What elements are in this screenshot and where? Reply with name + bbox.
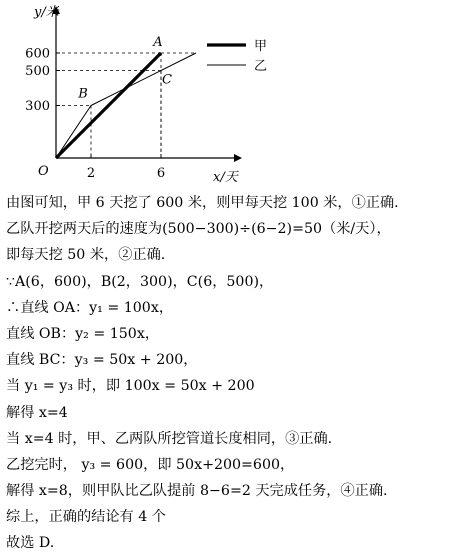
x-tick-2: 2 [86,166,96,181]
solution-line-4: ∵A(6，600)，B(2，300)，C(6，500)， [6,273,274,290]
legend [207,39,267,74]
point-label-A: A [153,35,163,50]
y-tick-600: 600 [25,46,50,62]
solution-line-11: 乙挖完时， y₃ = 600，即 50x+200=600， [6,456,295,473]
solution-line-2: 乙队开挖两天后的速度为(500−300)÷(6−2)=50（米/天）， [6,221,391,238]
solution-line-9: 解得 x=4 [6,404,68,421]
legend-label-乙: 乙 [254,59,268,74]
solution-line-1: 由图可知，甲 6 天挖了 600 米，则甲每天挖 100 米，①正确. [6,195,399,211]
solution-line-5: ∴直线 OA：y₁ = 100x， [6,299,174,316]
legend-label-甲: 甲 [254,39,268,54]
solution-text [6,190,464,557]
series-line-甲 [56,53,161,158]
origin-label: O [38,164,49,179]
solution-line-7: 直线 BC：y₃ = 50x + 200， [6,352,198,369]
y-tick-300: 300 [25,99,50,114]
solution-line-6: 直线 OB：y₂ = 150x， [6,325,160,342]
solution-line-10: 当 x=4 时，甲、乙两队所挖管道长度相同，③正确. [6,430,333,447]
guide-lines [56,53,196,158]
point-label-C: C [162,72,172,88]
solution-line-8: 当 y₁ = y₃ 时，即 100x = 50x + 200 [6,378,255,395]
y-axis-label: y/米 [34,5,59,20]
solution-line-14: 故选 D. [6,535,55,552]
solution-line-3: 即每天挖 50 米，②正确. [6,247,166,264]
axes [56,8,240,158]
tick-labels [25,47,165,182]
x-axis-label: x/天 [213,170,238,185]
y-tick-500: 500 [25,64,50,79]
solution-line-13: 综上，正确的结论有 4 个 [6,509,166,526]
point-label-B: B [78,86,88,102]
x-tick-6: 6 [156,166,166,181]
solution-line-12: 解得 x=8，则甲队比乙队提前 8−6=2 天完成任务，④正确. [6,483,388,500]
line-graph [0,0,300,188]
